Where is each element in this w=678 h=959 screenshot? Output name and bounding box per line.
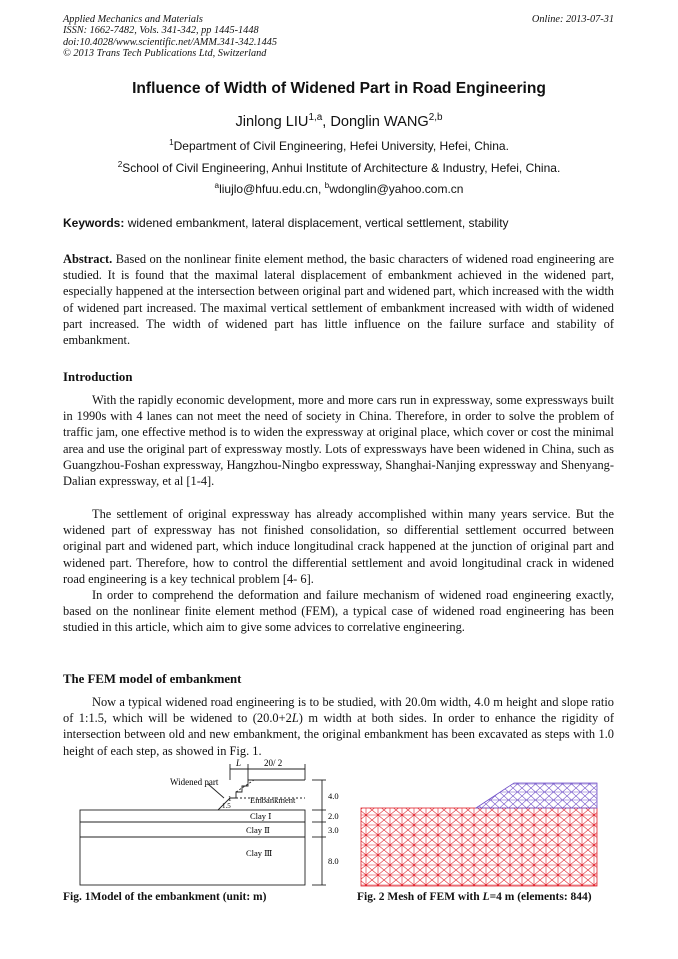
mesh-embankment-region [476,783,597,808]
dimension-2: 2.0 [328,811,339,821]
figure-2-caption-text-a: Fig. 2 Mesh of FEM with [357,891,483,903]
figure-1-caption: Fig. 1Model of the embankment (unit: m) [63,891,267,903]
journal-name: Applied Mechanics and Materials [63,14,203,25]
abstract-text: Based on the nonlinear finite element method, the basic characters of widened road engineering are studied. It is found that the maximal lateral displacement of embankment achieved in the widened part, especially happened at the intersection between original part and widened part, which increased with the width of widened part increased. The maximal vertical settlement of embankment increased with width of widened part increased. The width of widened part has little influence on the failure surface and stability of embankment. [63,252,614,348]
author-separator: , [322,114,331,130]
abstract [63,251,614,348]
journal-header [63,14,277,60]
fem-paragraph-text-a: Now a typical widened road engineering is to be studied, with 20.0m width, 4.0 m height and slope ratio of 1:1.5, which will be widened to (20.0+2 [63,695,614,726]
issn-line: ISSN: 1662-7482, Vols. 341-342, pp 1445-1448 [63,25,259,37]
figure-2-caption [357,891,592,903]
email-b[interactable]: wdonglin@yahoo.com.cn [329,182,464,196]
dimension-8: 8.0 [328,856,339,866]
figure-2-caption-text-b: =4 m (elements: 844) [489,891,592,903]
author-1: Jinlong LIU [235,114,309,130]
affiliation-1-text: Department of Civil Engineering, Hefei University, Hefei, China. [173,139,509,153]
figure-1-embankment-model [60,754,352,890]
dimension-4: 4.0 [328,791,339,801]
label-clay-3: Clay Ⅲ [246,848,273,858]
mesh-ground-region [361,808,597,886]
author-line [0,114,678,130]
fem-paragraph-1 [63,694,614,759]
online-date: Online: 2013-07-31 [531,14,614,25]
doi-line: doi:10.4028/www.scientific.net/AMM.341-342.1445 [63,36,278,48]
abstract-label: Abstract. [63,252,113,266]
section-heading-introduction: Introduction [63,370,133,384]
author-2-affiliation-mark: 2,b [428,112,443,124]
label-clay-1: Clay Ⅰ [250,811,272,821]
label-widened-part: Widened part [170,777,219,787]
affiliation-1 [0,139,678,153]
intro-paragraph-3: In order to comprehend the deformation and failure mechanism of widened road engineering exactly, based on the nonlinear finite element method (FEM), a typical case of widened road engineering has been studied in this article, which aim to give some advices to correlative engineering. [63,588,614,635]
label-L: L [236,758,242,768]
affiliation-2-text: School of Civil Engineering, Anhui Institute of Architecture & Industry, Hefei, China. [122,161,561,175]
figure-2-caption-variable-L: L [482,891,490,903]
section-heading-fem-model: The FEM model of embankment [63,672,242,686]
author-emails [0,182,678,196]
keywords-label: Keywords: [63,216,125,230]
keywords-text: widened embankment, lateral displacement, vertical settlement, stability [124,216,509,230]
author-1-affiliation-mark: 1,a [308,112,323,124]
label-slope-rise: 1 [228,795,232,803]
label-slope-ratio: 1.5 [222,802,231,810]
affiliation-2-mark: 2 [117,160,123,169]
keywords [63,216,615,230]
fem-paragraph-variable-L: L [291,711,299,726]
email-a-mark: a [214,181,220,190]
dimension-3: 3.0 [328,825,339,835]
author-2: Donglin WANG [330,114,429,130]
intro-paragraph-2: The settlement of original expressway has already accomplished within many years service. But the widened part of expressway has not finished consolidation, so differential settlement occurred between original part and widened part, which induce longitudinal crack happened at the junction of original part and widened part. Therefore, how to control the differential settlement and avoid longitudinal crack in widened road engineering is a key technical problem [4- 6]. [63,507,614,586]
email-b-mark: b [324,181,330,190]
label-embankment: Embankment [250,795,296,805]
intro-paragraph-1: With the rapidly economic development, more and more cars run in expressway, some expressways built in 1990s with 4 lanes can not meet the need of society in China. Therefore, in order to solve the problem of traffic jam, one effective method is to widen the expressway at original place, which cover or cost the minimal area and use the original part of expressway mostly. Lots of expressways have been widened in China, such as Guangzhou-Foshan expressway, Hangzhou-Ningbo expressway, Shanghai-Nanjing expressway and Shenyang-Dalian expressway, et al [1-4]. [63,393,614,489]
label-half-width: 20/ 2 [264,758,283,768]
label-clay-2: Clay Ⅱ [246,825,270,835]
affiliation-1-mark: 1 [169,138,174,147]
paper-title: Influence of Width of Widened Part in Road Engineering [132,80,546,97]
fem-paragraph-text-b: ) m width at both sides. In order to enhance the rigidity of intersection between old and new embankment, the original embankment has been excavated as steps with 1.0 height of each step, as showed in Fig. 1. [63,711,615,758]
email-a[interactable]: liujlo@hfuu.edu.cn, [219,182,325,196]
affiliation-2 [0,161,678,175]
copyright-line: © 2013 Trans Tech Publications Ltd, Switzerland [63,48,267,60]
figure-2-fem-mesh [360,780,600,888]
